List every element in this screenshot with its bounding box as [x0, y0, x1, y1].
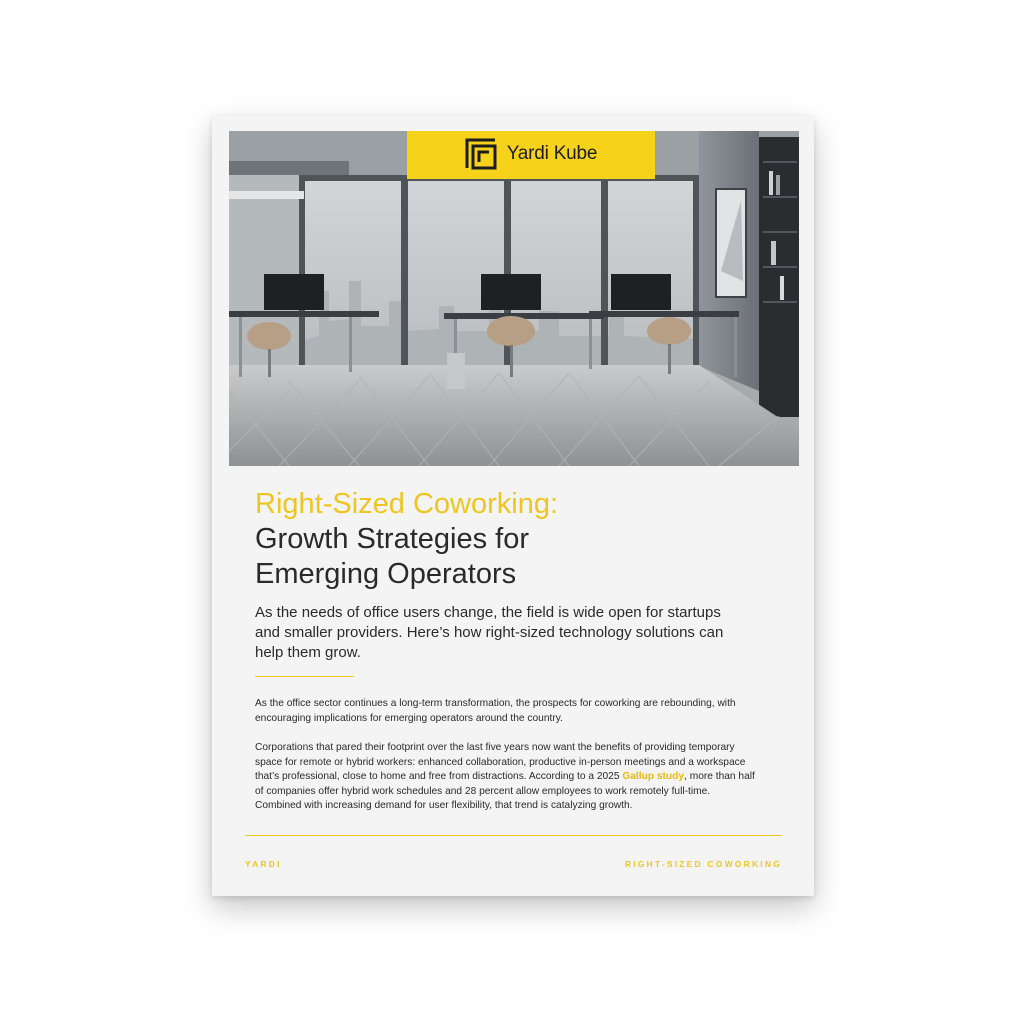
office-photo-illustration — [229, 131, 799, 466]
body-paragraph-2-text-a: Corporations that pared their footprint over the last five years now want the benefits of providing temporary space for remote or hybrid workers: enhanced collaboration, productive in-person meetings and a workspace that’s professional, close to home and free from distractions. According to a 2025 — [255, 742, 746, 783]
accent-divider — [255, 676, 354, 677]
brand-name: Yardi Kube — [506, 143, 598, 164]
page-title — [255, 487, 775, 592]
brand-band — [407, 131, 655, 179]
footer-divider — [245, 835, 782, 836]
title-line-3: Emerging Operators — [255, 558, 517, 590]
footer-section-title: RIGHT-SIZED COWORKING — [624, 859, 782, 869]
body-paragraph-2-text-b: , more than half of companies offer hybrid work schedules and 28 percent allow employees to work remotely full-time. Combined with increasing demand for user flexibility, that trend is catalyzing growth. — [255, 771, 755, 812]
yardi-logo-icon — [465, 138, 497, 170]
footer-brand: YARDI — [245, 859, 282, 869]
body-paragraph-1: As the office sector continues a long-term transformation, the prospects for coworking are rebounding, with encouraging implications for emerging operators around the country. — [255, 698, 736, 724]
lead-paragraph: As the needs of office users change, the field is wide open for startups and smaller providers. Here’s how right-sized technology solutions can help them grow. — [255, 604, 724, 661]
title-line-accent: Right-Sized Coworking: — [255, 488, 559, 520]
document-page — [212, 116, 814, 896]
title-line-2: Growth Strategies for — [255, 523, 529, 555]
hero-photo — [229, 131, 799, 466]
body-paragraph-2 — [255, 741, 755, 814]
gallup-study-link[interactable]: Gallup study — [622, 771, 685, 783]
